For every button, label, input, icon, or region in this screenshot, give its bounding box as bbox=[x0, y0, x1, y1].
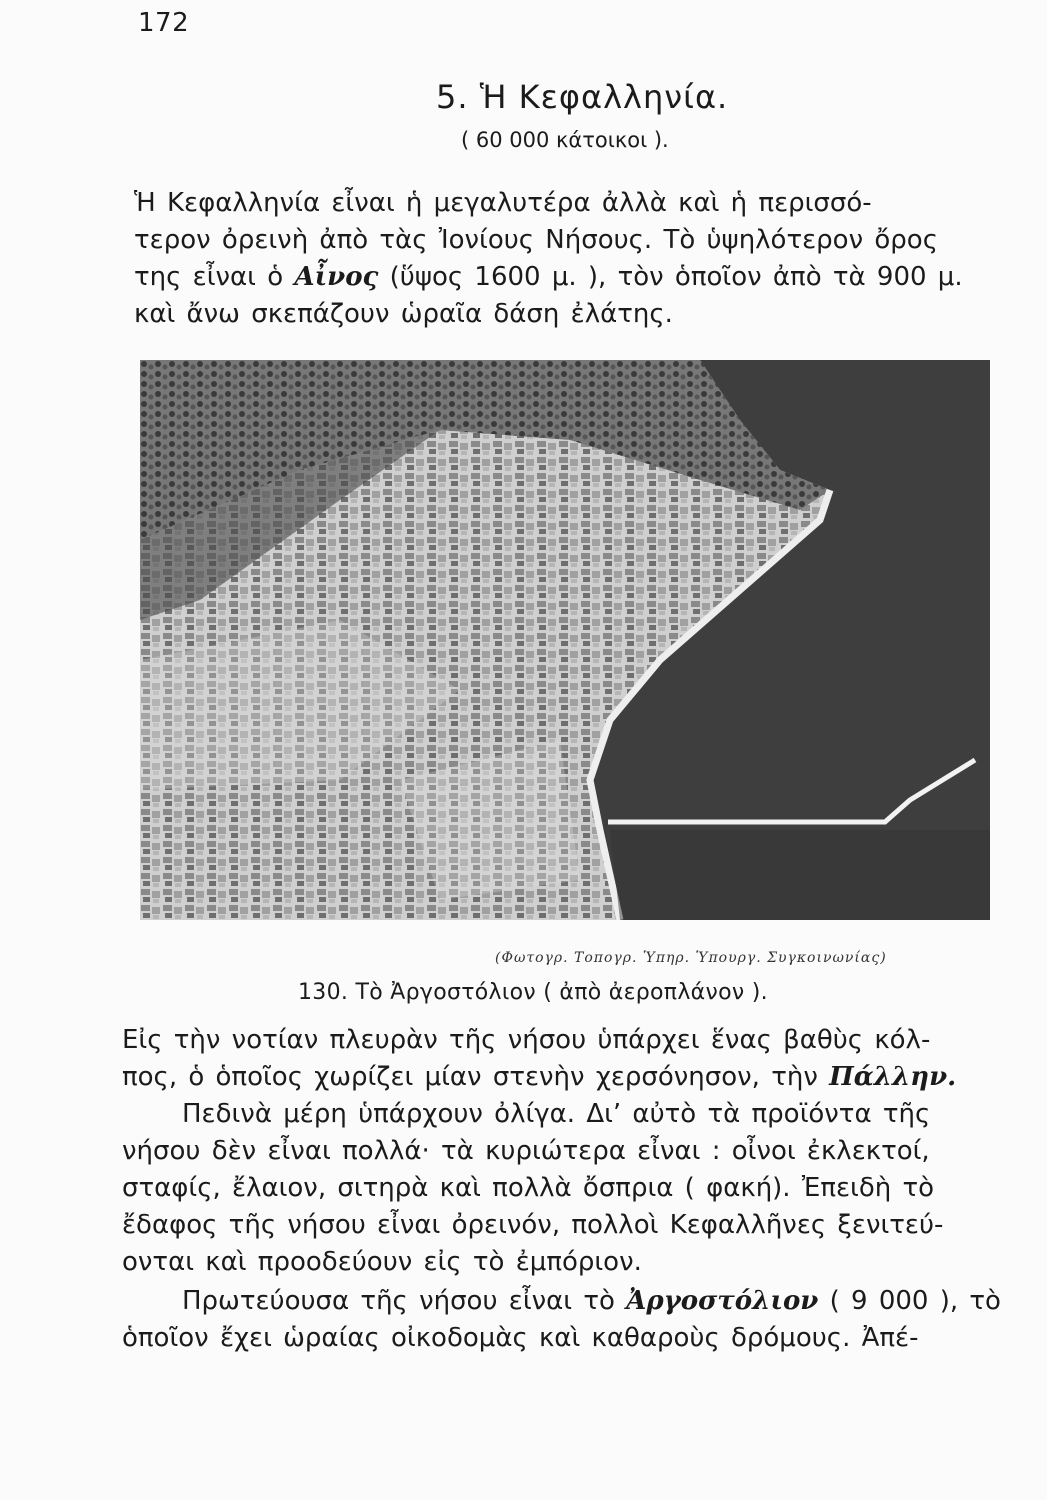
intro-paragraph bbox=[134, 185, 1004, 333]
text-line: ονται καὶ προοδεύουν εἰς τὸ ἐμπόριον. bbox=[122, 1247, 642, 1277]
text-fragment: της εἶναι ὁ bbox=[134, 262, 295, 292]
text-line: τερον ὀρεινὴ ἀπὸ τὰς Ἰονίους Νήσους. Τὸ ὑψηλότερον ὄρος bbox=[134, 225, 938, 255]
text-line bbox=[122, 1283, 1001, 1320]
text-fragment: (ὕψος 1600 μ. ), τὸν ὁποῖον ἀπὸ τὰ 900 μ. bbox=[378, 262, 963, 292]
text-line: ὁποῖον ἔχει ὡραίας οἰκοδομὰς καὶ καθαροὺς δρόμους. Ἀπέ- bbox=[122, 1323, 919, 1353]
text-fragment: Πρωτεύουσα τῆς νήσου εἶναι τὸ bbox=[182, 1286, 627, 1316]
text-line: Ἡ Κεφαλληνία εἶναι ἡ μεγαλυτέρα ἀλλὰ καὶ ἡ περισσό- bbox=[134, 188, 872, 218]
capital-paragraph bbox=[122, 1283, 1001, 1357]
text-fragment: ( 9 000 ), τὸ bbox=[818, 1286, 1001, 1316]
place-name-argostoli: Ἀργοστόλιον bbox=[626, 1286, 819, 1316]
page-number: 172 bbox=[138, 8, 190, 38]
place-name-ainos: Αἶνος bbox=[294, 262, 379, 292]
text-line: Εἰς τὴν νοτίαν πλευρὰν τῆς νήσου ὑπάρχει ἕνας βαθὺς κόλ- bbox=[122, 1025, 931, 1055]
text-fragment: πος, ὁ ὁποῖος χωρίζει μίαν στενὴν χερσόνησον, τὴν bbox=[122, 1062, 830, 1092]
text-line: ἔδαφος τῆς νήσου εἶναι ὀρεινόν, πολλοὶ Κεφαλλῆνες ξενιτεύ- bbox=[122, 1210, 944, 1240]
text-line: σταφίς, ἔλαιον, σιτηρὰ καὶ πολλὰ ὄσπρια ( φακή). Ἐπειδὴ τὸ bbox=[122, 1173, 935, 1203]
body-paragraph bbox=[122, 1022, 998, 1281]
place-name-pallini: Πάλλην. bbox=[829, 1062, 957, 1092]
text-line bbox=[122, 1059, 998, 1096]
text-line bbox=[134, 259, 1004, 296]
section-title: 5. Ἡ Κεφαλληνία. bbox=[436, 78, 729, 116]
text-line: νήσου δὲν εἶναι πολλά· τὰ κυριώτερα εἶναι : οἶνοι ἐκλεκτοί, bbox=[122, 1136, 930, 1166]
aerial-photo bbox=[140, 360, 990, 920]
figure-caption: 130. Τὸ Ἀργοστόλιον ( ἀπὸ ἀεροπλάνον ). bbox=[298, 980, 768, 1005]
text-line: καὶ ἄνω σκεπάζουν ὡραῖα δάση ἐλάτης. bbox=[134, 299, 673, 329]
text-line: Πεδινὰ μέρη ὑπάρχουν ὀλίγα. Διʼ αὐτὸ τὰ προϊόντα τῆς bbox=[182, 1099, 931, 1129]
population-note: ( 60 000 κάτοικοι ). bbox=[461, 128, 669, 152]
photo-credit: (Φωτογρ. Τοπογρ. Ὑπηρ. Ὑπουργ. Συγκοινωνίας) bbox=[495, 950, 887, 966]
